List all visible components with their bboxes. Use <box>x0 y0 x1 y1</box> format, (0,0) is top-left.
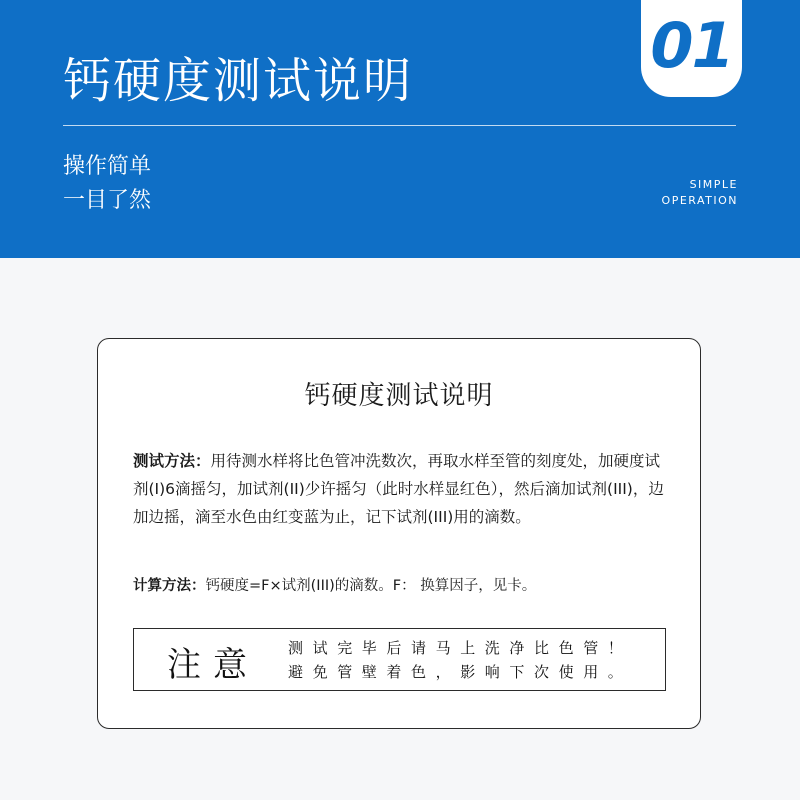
notice-label: 注意 <box>167 645 259 685</box>
instruction-card <box>97 338 701 729</box>
subtitle-line-2: 一目了然 <box>63 188 152 213</box>
test-method-text: 用待测水样将比色管冲洗数次，再取水样至管的刻度处，加硬度试剂(I)6滴摇匀，加试剂(II)少许摇匀（此时水样显红色），然后滴加试剂(III)，边加边摇，滴至水色由红变蓝为止，记下试剂(III)用的滴数。 <box>133 452 664 526</box>
english-tag-line-1: SIMPLE <box>689 178 738 191</box>
section-number-badge <box>641 0 742 97</box>
subtitle-line-1: 操作简单 <box>63 154 152 179</box>
section-number: 01 <box>650 9 733 82</box>
header-banner <box>0 0 800 258</box>
calculation-paragraph <box>133 572 668 600</box>
test-method-paragraph <box>133 447 668 531</box>
notice-box <box>133 628 666 691</box>
calculation-text: 钙硬度=F×试剂(III)的滴数。F： 换算因子，见卡。 <box>205 578 537 594</box>
test-method-label: 测试方法： <box>133 452 211 470</box>
page-title: 钙硬度测试说明 <box>63 53 414 109</box>
card-title: 钙硬度测试说明 <box>304 381 494 411</box>
header-divider <box>63 125 736 126</box>
english-tag-line-2: OPERATION <box>661 194 738 207</box>
notice-line-1: 测试完毕后请马上洗净比色管！ <box>288 639 633 657</box>
calculation-label: 计算方法： <box>133 578 206 594</box>
notice-line-2: 避免管壁着色，影响下次使用。 <box>288 663 633 681</box>
